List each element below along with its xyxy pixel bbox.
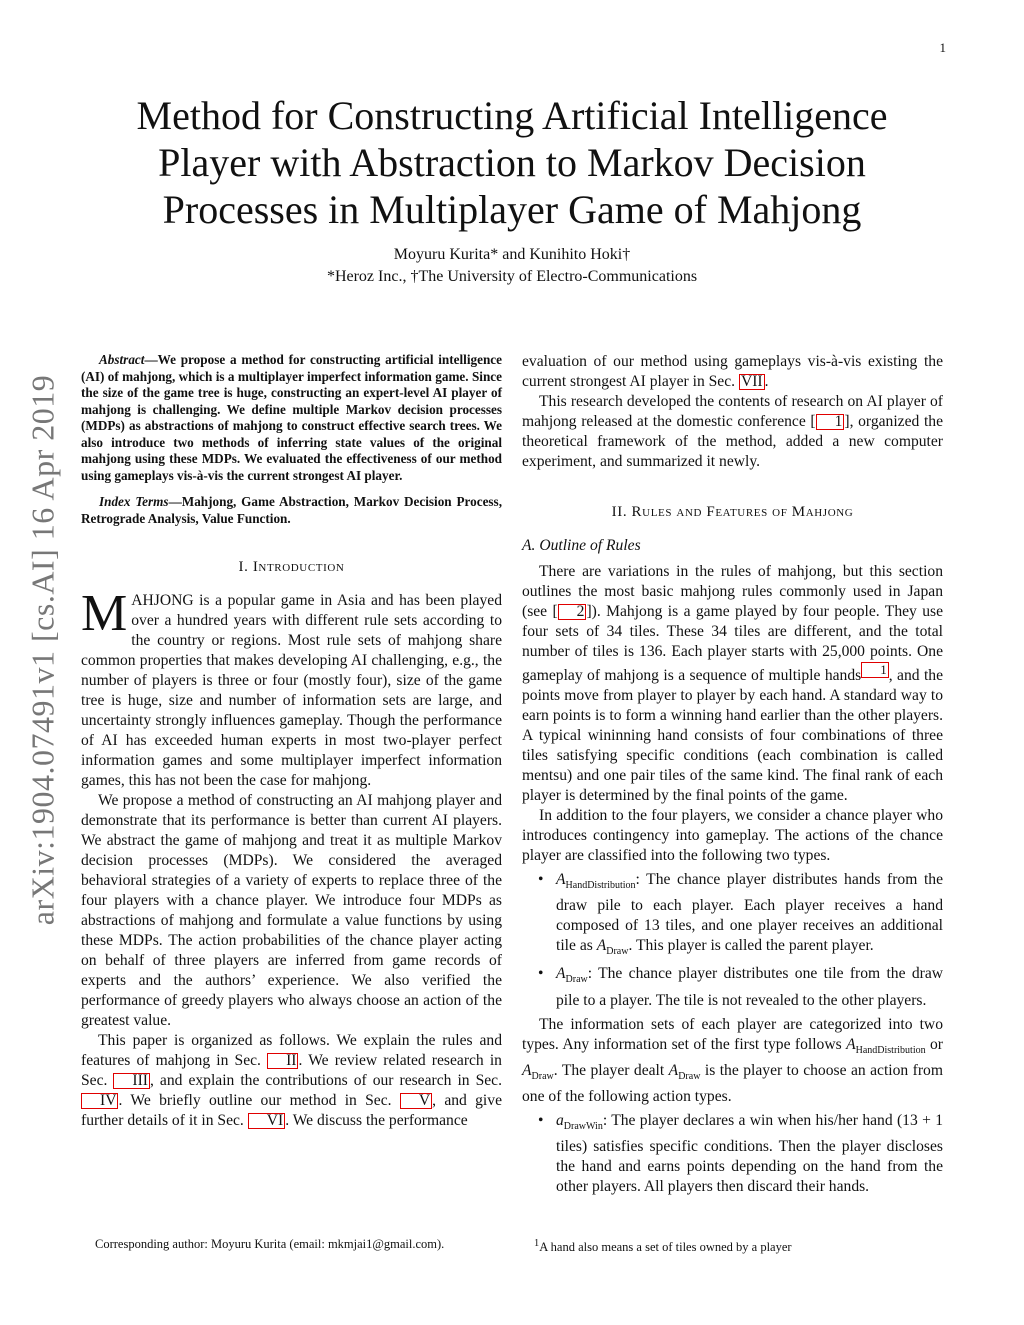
text-run: ], organized the theoretical framework of the method, added a new computer experiment, and summarized it newly.	[522, 413, 944, 470]
text-run: This research developed the contents of research on AI player of mahjong released at the domestic conference [	[522, 393, 943, 430]
text-run: , and explain the contributions of our research in Sec.	[150, 1072, 502, 1089]
math-symbol: a	[556, 1111, 564, 1129]
intro-paragraph-text: AHJONG is a popular game in Asia and has been played over a hundred years with different rule sets according to the country or regions. Most rule sets of mahjong share common properties that makes developing AI challenging, e.g., the number of players is three or four (mostly four), size of the game tree is huge, size and number of information sets are large, and uncertainty strongly influences gameplay. Though the performance of AI has exceeded human experts in most two-player perfect information games and some multiplayer imperfect information games, this has not been the case for mahjong.	[81, 592, 502, 789]
section-ref-link[interactable]: III	[113, 1073, 150, 1089]
list-item	[556, 1111, 943, 1197]
text-run: . This player is called the parent player.	[628, 937, 874, 955]
body-paragraph	[522, 352, 943, 392]
affiliations: *Heroz Inc., †The University of Electro-Communications	[326, 268, 698, 285]
section-heading-rules: II. Rules and Features of Mahjong	[611, 504, 854, 520]
player-action-list	[522, 1111, 943, 1197]
math-subscript: Draw	[606, 946, 629, 958]
chance-action-list	[522, 870, 943, 1010]
text-run: . We briefly outline our method in Sec.	[118, 1092, 400, 1109]
text-run: There are variations in the rules of mahjong, but this section outlines the most basic mahjong rules commonly used in Japan (see [	[522, 563, 943, 620]
section-heading-introduction: I. Introduction	[238, 559, 345, 575]
subsection-heading: A. Outline of Rules	[522, 537, 641, 554]
list-item	[556, 870, 943, 962]
author-block	[0, 244, 1024, 288]
arxiv-identifier: arXiv:1904.07491v1 [cs.AI] 16 Apr 2019	[24, 374, 61, 926]
body-paragraph	[522, 392, 943, 472]
math-subscript: HandDistribution	[565, 880, 636, 892]
text-run: .	[764, 373, 769, 390]
text-run: This paper is organized as follows. We explain the rules and features of mahjong in Sec.	[81, 1032, 502, 1069]
index-terms-label: Index Terms	[99, 494, 169, 509]
title-line: Method for Constructing Artificial Intelligence	[136, 93, 888, 138]
text-run: , and the points move from player to player by each hand. A standard way to earn points is to form a winning hand earlier than the other players. A typical wininning hand consists of four combinations of three tiles satisfying specific conditions (each combination is called mentsu) and one pair tiles of the same kind. The final rank of each player is determined by the final points of the game.	[522, 667, 943, 805]
footnote-link[interactable]: 1	[861, 662, 889, 678]
section-ref-link[interactable]: V	[400, 1093, 432, 1109]
right-column	[522, 352, 943, 1201]
math-symbol: A	[596, 937, 607, 955]
text-run: : The chance player distributes hands from the draw pile to each player. Each player receives a hand composed of 13 tiles, and one player receives an additional tile as	[556, 871, 943, 955]
footnote-1	[534, 1236, 792, 1255]
intro-paragraph: We propose a method of constructing an AI mahjong player and demonstrate that its performance is better than current AI players. We abstract the game of mahjong and treat it as multiple Markov decision processes (MDPs). We considered the averaged behavioral strategies of a variety of experts to replace three of the four players with a chance player. We introduce four MDPs as abstractions of mahjong and formulate a value functions by using these MDPs. The action probabilities of the chance player acting on behalf of three players are inferred from game records of experts and the authors’ experience. We also verified the performance of greedy players who always choose an action of the greatest value.	[81, 792, 502, 1029]
footnote-mark: 1	[534, 1238, 540, 1249]
text-run: : The player declares a win when his/her hand (13 + 1 tiles) satisfies specific conditions. Then the player discloses the hand and earns points depending on the hand from the other players. All players then discard their hands.	[556, 1111, 943, 1195]
math-subscript: Draw	[678, 1070, 701, 1082]
text-run: or	[925, 1035, 943, 1053]
text-run: . We discuss the performance	[285, 1112, 468, 1129]
index-terms-text: —Mahjong, Game Abstraction, Markov Decision Process, Retrograde Analysis, Value Function.	[81, 494, 502, 526]
body-paragraph	[522, 562, 943, 806]
intro-paragraph	[81, 585, 502, 791]
section-ref-link[interactable]: IV	[81, 1093, 118, 1109]
footnote-text: A hand also means a set of tiles owned by a player	[539, 1240, 792, 1255]
text-run: evaluation of our method using gameplays vis-à-vis existing the current strongest AI player in Sec.	[522, 353, 943, 390]
abstract-text: —We propose a method for constructing artificial intelligence (AI) of mahjong, which is a multiplayer imperfect information game. Since the size of the game tree is huge, constructing an expert-level AI player of mahjong is challenging. We define multiple Markov decision processes (MDPs) as abstractions of mahjong to construct effective search trees. We also introduce two methods of inferring state values of the original mahjong using these MDPs. We evaluated the effectiveness of our method using gameplays vis-à-vis the current strongest AI player.	[81, 352, 502, 483]
title-line: Processes in Multiplayer Game of Mahjong	[162, 187, 862, 232]
title-line: Player with Abstraction to Markov Decision	[158, 140, 866, 185]
text-run: is the player to choose an action from one of the following action types.	[522, 1061, 943, 1105]
index-terms	[81, 494, 502, 527]
intro-paragraph	[81, 1031, 502, 1131]
section-ref-link[interactable]: II	[267, 1053, 298, 1069]
abstract	[81, 352, 502, 484]
math-subscript: Draw	[565, 974, 588, 986]
page-number: 1	[939, 40, 946, 55]
math-symbol: A	[556, 871, 566, 889]
body-paragraph	[522, 1015, 943, 1107]
arxiv-sidebar	[22, 365, 64, 935]
math-symbol: A	[522, 1061, 532, 1079]
drop-cap: M	[81, 585, 128, 642]
math-symbol: A	[556, 965, 566, 983]
body-paragraph: In addition to the four players, we consider a chance player who introduces contingency into gameplay. The actions of the chance player are classified into the following two types.	[522, 807, 943, 865]
footnote-corresponding-author: Corresponding author: Moyuru Kurita (email: mkmjai1@gmail.com).	[95, 1237, 445, 1251]
authors: Moyuru Kurita* and Kunihito Hoki†	[393, 246, 631, 263]
list-item	[556, 964, 943, 1010]
section-ref-link[interactable]: VII	[740, 373, 763, 390]
section-ref-link[interactable]: VI	[248, 1113, 285, 1129]
citation-link[interactable]: 1	[816, 414, 845, 430]
math-subscript: Draw	[531, 1070, 554, 1082]
text-run: . The player dealt	[553, 1061, 669, 1079]
text-run: , and give further details of it in Sec.	[81, 1092, 502, 1129]
paper-title	[90, 92, 934, 233]
text-run: The information sets of each player are categorized into two types. Any information set of the first type follows	[522, 1015, 943, 1053]
math-subscript: HandDistribution	[855, 1044, 926, 1056]
abstract-label: Abstract	[99, 352, 145, 367]
text-run: ]). Mahjong is a game played by four people. They use four sets of 34 tiles. These 34 tiles are different, and the total number of tiles is 136. Each player starts with 25,000 points. One gameplay of mahjong is a sequence of multiple hands	[522, 603, 943, 685]
text-run: : The chance player distributes one tile from the draw pile to a player. The tile is not revealed to the other players.	[556, 965, 943, 1009]
citation-link[interactable]: 2	[558, 604, 587, 620]
text-run: . We review related research in Sec.	[81, 1052, 502, 1089]
math-subscript: DrawWin	[563, 1120, 603, 1132]
math-symbol: A	[668, 1061, 679, 1079]
math-symbol: A	[846, 1035, 856, 1053]
left-column	[81, 352, 502, 1131]
